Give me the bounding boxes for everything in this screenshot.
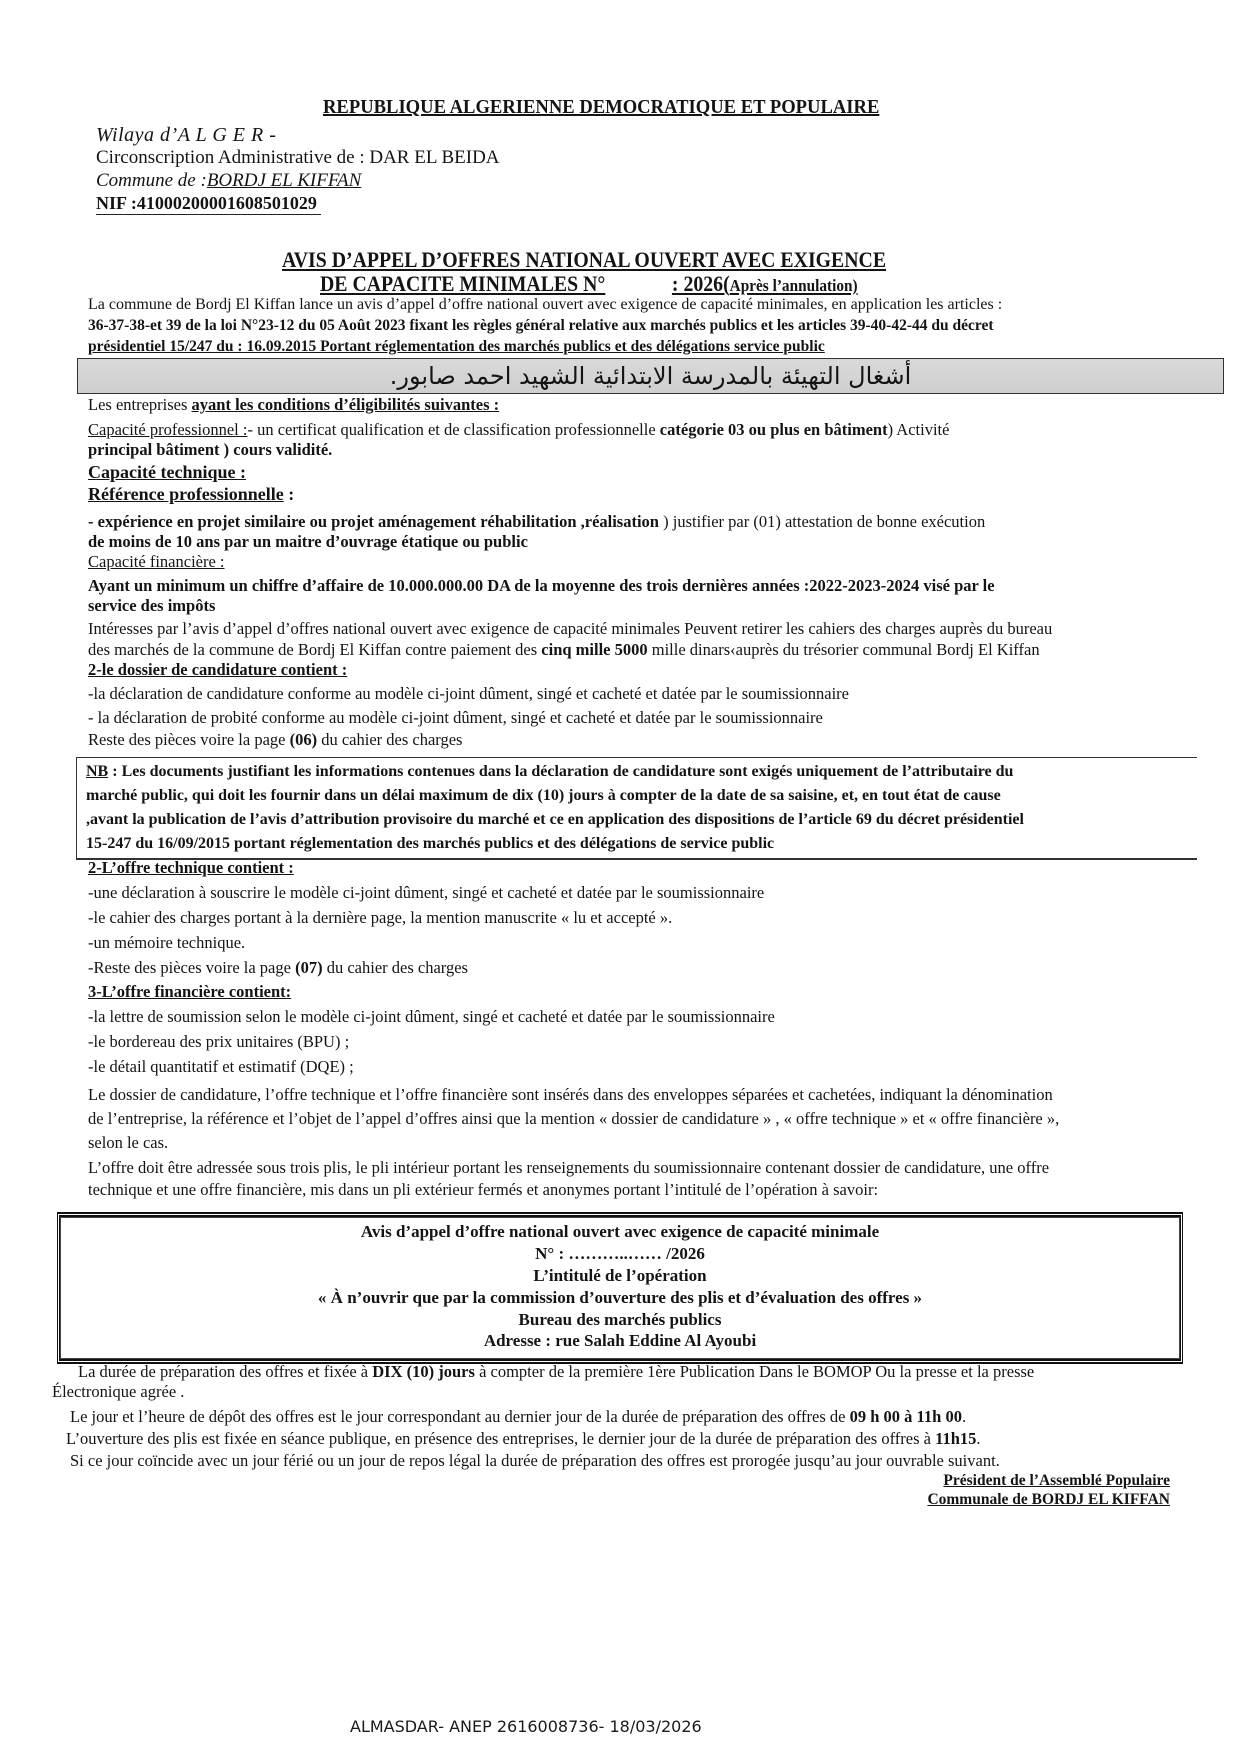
signature-line-2: Communale de BORDJ EL KIFFAN xyxy=(927,1491,1170,1508)
eligibility-intro-text: Les entreprises xyxy=(88,395,192,414)
duree-days: DIX (10) jours xyxy=(372,1362,475,1381)
depot-hours: 09 h 00 à 11h 00 xyxy=(849,1407,962,1426)
operation-title-arabic: أشغال التهيئة بالمدرسة الابتدائية الشهيد احمد صابور. xyxy=(389,362,912,390)
nb-line-1 xyxy=(86,762,1013,782)
price-text: cinq mille 5000 xyxy=(541,640,648,659)
envelope-line-1: Avis d’appel d’offre national ouvert avec exigence de capacité minimale xyxy=(360,1222,880,1241)
capacite-professionnel-label: Capacité professionnel : xyxy=(88,420,248,439)
ouverture-line xyxy=(66,1429,981,1449)
intro-line-1: La commune de Bordj El Kiffan lance un avis d’appel d’offre national ouvert avec exigence de capacité minimales, en application les articles : xyxy=(88,296,1003,313)
notice-title-line2 xyxy=(320,271,858,297)
offre-financiere-item-1: -la lettre de soumission selon le modèle ci-joint dûment, singé et cacheté et datée par le soumissionnaire xyxy=(88,1007,775,1026)
envelope-line-2: N° : ………..…… /2026 xyxy=(535,1244,705,1263)
enveloppes-line-3: selon le cas. xyxy=(88,1133,169,1152)
colon: : xyxy=(283,484,295,504)
retrait-line-2 xyxy=(88,640,1040,660)
enveloppes-line-1: Le dossier de candidature, l’offre technique et l’offre financière sont insérés dans des enveloppes séparées et cachetées, indiquant la dénomination xyxy=(88,1085,1053,1104)
commune-line xyxy=(96,170,361,192)
commune-label: Commune de : xyxy=(96,170,207,191)
reste-text: -Reste des pièces voire la page xyxy=(88,958,296,977)
offre-technique-heading: 2-L’offre technique contient : xyxy=(88,858,294,877)
nb-label: NB xyxy=(86,763,109,780)
retrait-text: des marchés de la commune de Bordj El Kiffan contre paiement des xyxy=(88,640,542,659)
ouverture-time: 11h15 xyxy=(935,1429,977,1448)
dossier-reste-line xyxy=(88,730,462,750)
offre-financiere-item-2: -le bordereau des prix unitaires (BPU) ; xyxy=(88,1032,350,1051)
period: . xyxy=(976,1429,981,1448)
reference-professionnelle-label: Référence professionnelle xyxy=(88,484,284,504)
circonscription-line: Circonscription Administrative de : DAR EL BEIDA xyxy=(96,147,500,168)
signature-line-1: Président de l’Assemblé Populaire xyxy=(943,1472,1170,1489)
dossier-item-1: -la déclaration de candidature conforme au modèle ci-joint dûment, singé et cacheté et datée par le soumissionnaire xyxy=(88,684,849,703)
nb-line-3: ,avant la publication de l’avis d’attribution provisoire du marché et ce en application des dispositions de l’article 69 du décret présidentiel xyxy=(86,811,1024,828)
capacite-professionnel-line xyxy=(88,420,949,440)
envelope-line-3: L’intitulé de l’opération xyxy=(533,1266,707,1285)
offre-technique-item-1: -une déclaration à souscrire le modèle ci-joint dûment, singé et cacheté et datée par le soumissionnaire xyxy=(88,883,765,902)
reference-professionnelle-line xyxy=(88,484,294,504)
reste-text: Reste des pièces voire la page xyxy=(88,730,290,749)
eligibility-intro-underlined: ayant les conditions d’éligibilités suivantes : xyxy=(191,395,500,414)
intro-line-2: 36-37-38-et 39 de la loi N°23-12 du 05 Août 2023 fixant les règles général relative aux marchés publics et les articles 39-40-42-44 du décret xyxy=(88,317,994,334)
enveloppes-line-4: L’offre doit être adressée sous trois plis, le pli intérieur portant les renseignements du soumissionnaire contenant dossier de candidature, une offre xyxy=(88,1158,1050,1177)
eligibility-intro xyxy=(88,395,499,415)
experience-plain: ) justifier par (01) attestation de bonne exécution xyxy=(663,512,986,531)
page-ref: (06) xyxy=(289,730,318,749)
experience-line xyxy=(88,512,985,532)
title-number: : 2026( xyxy=(671,271,730,296)
tresorier-text: mille dinars‹auprès du trésorier communal Bordj El Kiffan xyxy=(647,640,1040,659)
republic-heading: REPUBLIQUE ALGERIENNE DEMOCRATIQUE ET POPULAIRE xyxy=(323,96,880,118)
activite-text: ) Activité xyxy=(887,420,950,439)
envelope-line-4: « À n’ouvrir que par la commission d’ouverture des plis et d’évaluation des offres » xyxy=(317,1288,923,1307)
period: . xyxy=(961,1407,967,1426)
duree-line-2: Électronique agrée . xyxy=(52,1382,185,1401)
jour-ferie-line: Si ce jour coïncide avec un jour férié ou un jour de repos légal la durée de préparation des offres est prorogée jusqu’au jour ouvrable suivant. xyxy=(70,1451,1000,1470)
page-ref: (07) xyxy=(295,958,323,977)
duree-publication: à compter de la première 1ère Publication Dans le BOMOP Ou la presse et la presse xyxy=(474,1362,1035,1381)
title-annulation: Après l’annulation) xyxy=(729,276,858,295)
offre-technique-item-3: -un mémoire technique. xyxy=(88,933,246,952)
retrait-line-1: Intéresses par l’avis d’appel d’offres national ouvert avec exigence de capacité minimales Peuvent retirer les cahiers des charges auprès du bureau xyxy=(88,619,1053,638)
duree-line-1 xyxy=(78,1362,1034,1382)
offre-financiere-heading: 3-L’offre financière contient: xyxy=(88,982,292,1001)
nif-line: NIF :41000200001608501029 xyxy=(96,193,321,215)
reste-suffix: du cahier des charges xyxy=(317,730,463,749)
operation-title-box xyxy=(77,358,1224,394)
experience-bold: - expérience en projet similaire ou projet aménagement réhabilitation ,réalisation xyxy=(88,512,664,531)
nb-line-2: marché public, qui doit les fournir dans un délai maximum de dix (10) jours à compter de la date de sa saisine, et, en tout état de cause xyxy=(86,787,1001,804)
publication-reference: ALMASDAR- ANEP 2616008736- 18/03/2026 xyxy=(350,1717,702,1736)
chiffre-affaire-line2: service des impôts xyxy=(88,596,216,615)
envelope-line-6: Adresse : rue Salah Eddine Al Ayoubi xyxy=(483,1331,757,1350)
enveloppes-line-2: de l’entreprise, la référence et l’objet de l’appel d’offres ainsi que la mention « dossier de candidature » , « offre technique » et « offre financière », xyxy=(88,1109,1060,1128)
offre-technique-item-2: -le cahier des charges portant à la dernière page, la mention manuscrite « lu et accepté ». xyxy=(88,908,673,927)
capacite-technique-heading: Capacité technique : xyxy=(88,462,246,482)
experience-line2: de moins de 10 ans par un maitre d’ouvrage étatique ou public xyxy=(88,532,528,551)
signature-block xyxy=(927,1471,1170,1509)
dossier-candidature-heading: 2-le dossier de candidature contient : xyxy=(88,660,348,679)
wilaya-line: Wilaya d’A L G E R - xyxy=(96,124,277,146)
notice-title-line1: AVIS D’APPEL D’OFFRES NATIONAL OUVERT AVEC EXIGENCE xyxy=(282,247,887,272)
chiffre-affaire-line: Ayant un minimum un chiffre d’affaire de 10.000.000.00 DA de la moyenne des trois dernières années :2022-2023-2024 visé par le xyxy=(88,576,995,595)
depot-line xyxy=(70,1407,966,1427)
dossier-item-2: - la déclaration de probité conforme au modèle ci-joint dûment, singé et cacheté et datée par le soumissionnaire xyxy=(88,708,823,727)
capacite-professionnel-line2: principal bâtiment ) cours validité. xyxy=(88,440,333,459)
depot-text: Le jour et l’heure de dépôt des offres est le jour correspondant au dernier jour de la durée de préparation des offres de xyxy=(70,1407,850,1426)
capacite-financiere-heading: Capacité financière : xyxy=(88,552,225,571)
envelope-line-5: Bureau des marchés publics xyxy=(518,1310,722,1329)
enveloppes-line-5: technique et une offre financière, mis dans un pli extérieur fermés et anonymes portant l’intitulé de l’opération à savoir: xyxy=(88,1180,879,1199)
offre-financiere-item-3: -le détail quantitatif et estimatif (DQE) ; xyxy=(88,1057,354,1076)
commune-name: BORDJ EL KIFFAN xyxy=(206,170,362,191)
nb-text-1: : Les documents justifiant les informations contenues dans la déclaration de candidature sont exigés uniquement de l’attributaire du xyxy=(108,763,1014,780)
offre-technique-reste xyxy=(88,958,468,978)
duree-text: La durée de préparation des offres et fixée à xyxy=(78,1362,373,1381)
title-prefix: DE CAPACITE MINIMALES N° xyxy=(320,271,606,296)
nb-line-4: 15-247 du 16/09/2015 portant réglementation des marchés publics et des délégations de service public xyxy=(86,835,775,852)
categorie-text: catégorie 03 ou plus en bâtiment xyxy=(659,420,888,439)
ouverture-text: L’ouverture des plis est fixée en séance publique, en présence des entreprises, le dernier jour de la durée de préparation des offres à xyxy=(66,1429,936,1448)
reste-suffix: du cahier des charges xyxy=(322,958,468,977)
capacite-professionnel-text: - un certificat qualification et de classification professionnelle xyxy=(247,420,660,439)
envelope-label-box xyxy=(57,1212,1183,1364)
intro-line-3: présidentiel 15/247 du : 16.09.2015 Portant réglementation des marchés publics et des délégations service public xyxy=(88,338,825,355)
